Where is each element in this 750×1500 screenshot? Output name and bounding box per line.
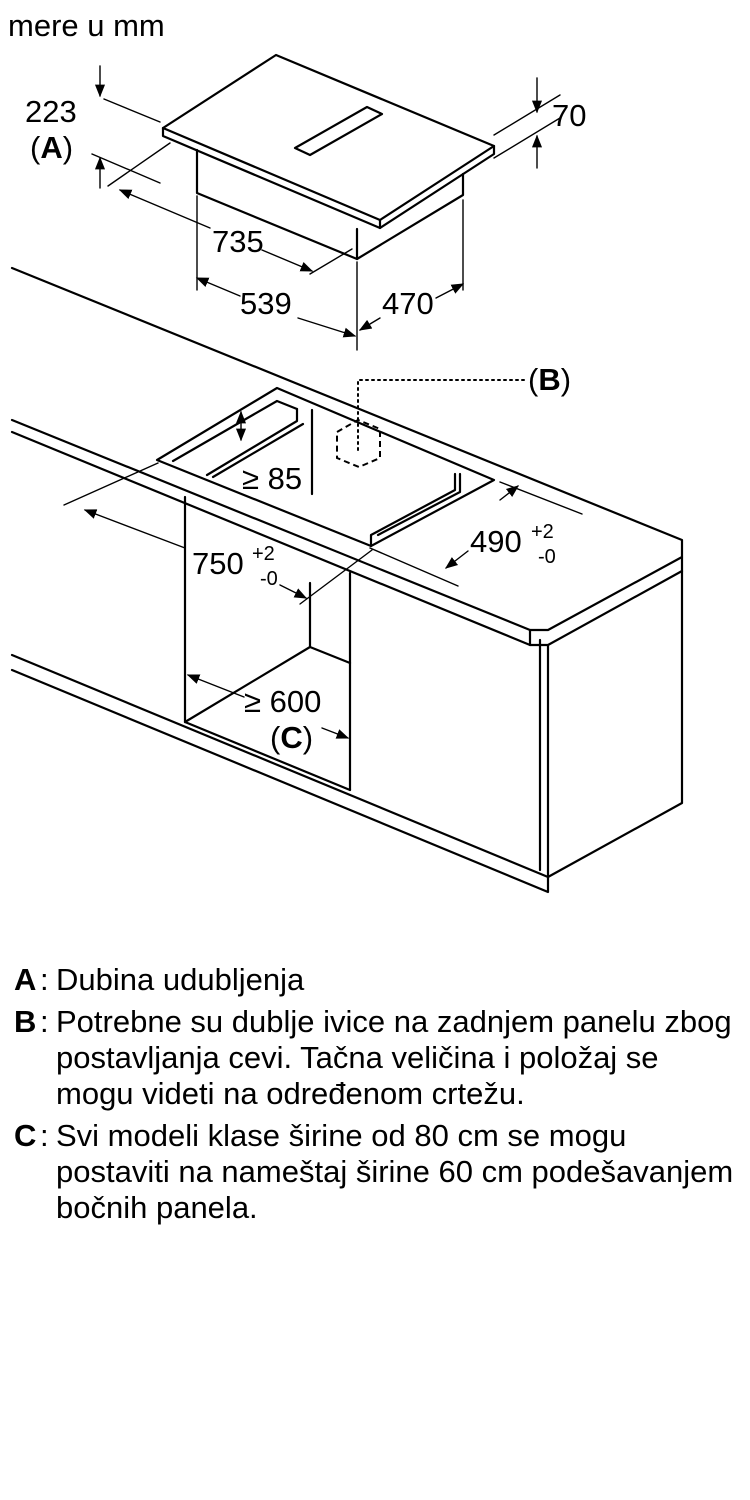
note-b-label: (B): [528, 362, 572, 397]
legend: [14, 962, 739, 1232]
legend-item-c: [14, 1118, 739, 1226]
depth-a-label: (A): [30, 130, 74, 165]
legend-separator: :: [40, 1118, 49, 1153]
legend-key: B: [14, 1004, 37, 1039]
legend-key: C: [14, 1118, 37, 1153]
cutout-depth-value: 490: [470, 524, 522, 559]
cutout-len-value: 750: [192, 546, 244, 581]
units-label: mere u mm: [8, 8, 165, 43]
legend-separator: :: [40, 962, 49, 997]
legend-text: Potrebne su dublje ivice na zadnjem panelu zbog postavljanja cevi. Tačna veličina i položaj se mogu videti na određenom crtežu.: [56, 1004, 732, 1111]
min-recess-value: ≥ 85: [242, 461, 303, 496]
worktop-cabinet: [12, 268, 682, 892]
note-c-label: (C): [270, 720, 314, 755]
legend-key: A: [14, 962, 37, 997]
cooktop-dimensions: [92, 66, 560, 350]
legend-text: Dubina udubljenja: [56, 962, 305, 997]
depth-value: 470: [382, 286, 434, 321]
width-value: 735: [212, 224, 264, 259]
downdraft-vent: [295, 107, 382, 155]
legend-item-a: [14, 962, 739, 998]
depth-a-value: 223: [25, 94, 77, 129]
leader-b: [358, 380, 525, 450]
cutout-len-tol-minus: -0: [260, 568, 278, 590]
legend-separator: :: [40, 1004, 49, 1039]
worktop-cutout: [157, 388, 494, 546]
min-cabinet-value: ≥ 600: [244, 684, 322, 719]
cooktop-glass-top: [163, 55, 494, 220]
cutout-depth-tol-plus: +2: [531, 521, 554, 543]
height-value: 70: [552, 98, 587, 133]
legend-item-b: [14, 1004, 739, 1112]
cutout-dimensions: [64, 412, 582, 738]
cutout-len-tol-plus: +2: [252, 543, 275, 565]
cutout-depth-tol-minus: -0: [538, 546, 556, 568]
cutout-width-value: 539: [240, 286, 292, 321]
legend-text: Svi modeli klase širine od 80 cm se mogu postaviti na nameštaj širine 60 cm podešavanjem bočnih panela.: [56, 1118, 734, 1225]
